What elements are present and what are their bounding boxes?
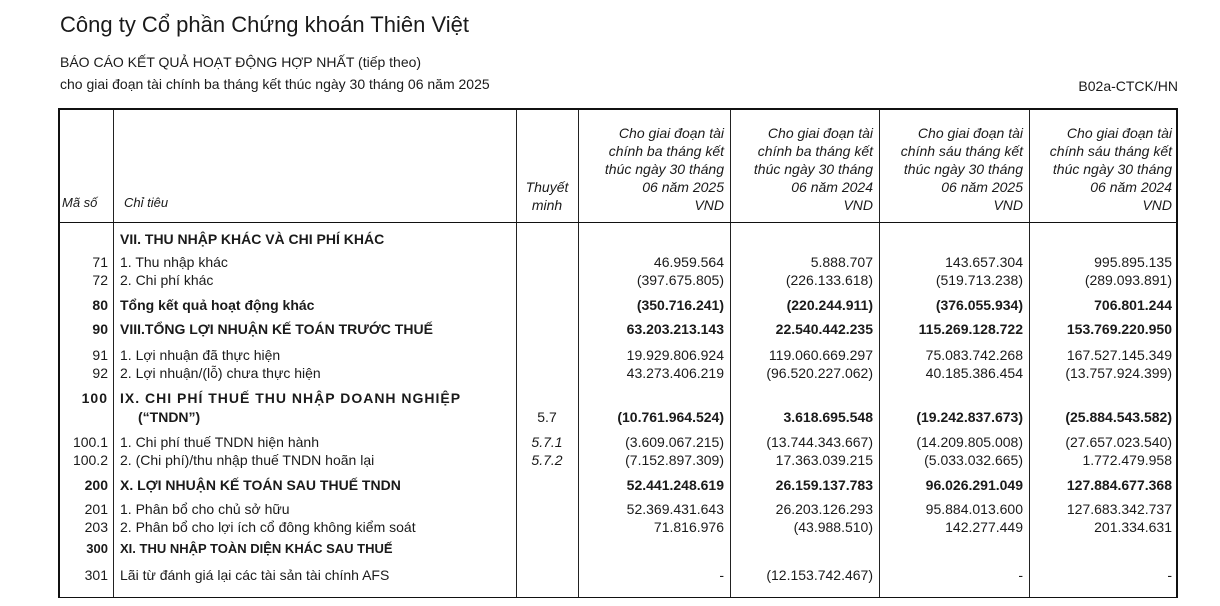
report-title: BÁO CÁO KẾT QUẢ HOẠT ĐỘNG HỢP NHẤT (tiếp theo)	[60, 54, 422, 70]
table-row: 301 Lãi từ đánh giá lại các tài sản tài chính AFS - (12.153.742.467) - -	[84, 567, 1172, 583]
form-code: B02a-CTCK/HN	[1078, 78, 1178, 94]
header-item: Chỉ tiêu	[124, 195, 169, 210]
table-row: 203 2. Phân bổ cho lợi ích cổ đông không kiểm soát 71.816.976 (43.988.510) 142.277.449 201.334.631	[84, 519, 1172, 535]
report-period: cho giai đoạn tài chính ba tháng kết thúc ngày 30 tháng 06 năm 2025	[60, 76, 490, 92]
table-row: 92 2. Lợi nhuận/(lỗ) chưa thực hiện 43.273.406.219 (96.520.227.062) 40.185.386.454 (13.757.924.399)	[92, 365, 1172, 381]
table-row: 72 2. Chi phí khác (397.675.805) (226.133.618) (519.713.238) (289.093.891)	[92, 272, 1172, 288]
income-statement-table	[58, 108, 1178, 598]
table-row: VII. THU NHẬP KHÁC VÀ CHI PHÍ KHÁC	[120, 231, 385, 247]
header-h1-2025: Cho giai đoạn tài chính sáu tháng kết thúc ngày 30 tháng 06 năm 2025 VND	[900, 125, 1023, 213]
table-row: 200 X. LỢI NHUẬN KẾ TOÁN SAU THUẾ TNDN 52.441.248.619 26.159.137.783 96.026.291.049 127.884.677.368	[84, 477, 1172, 493]
table-row: 201 1. Phân bổ cho chủ sở hữu 52.369.431.643 26.203.126.293 95.884.013.600 127.683.342.737	[84, 501, 1172, 517]
header-code: Mã số	[62, 195, 98, 210]
table-row: 100.1 1. Chi phí thuế TNDN hiện hành 5.7.1 (3.609.067.215) (13.744.343.667) (14.209.805.008) (27.657.023.540)	[72, 434, 1172, 450]
header-h1-2024: Cho giai đoạn tài chính sáu tháng kết thúc ngày 30 tháng 06 năm 2024 VND	[1049, 125, 1172, 213]
table-row: 100 IX. CHI PHÍ THUẾ THU NHẬP DOANH NGHIỆP	[81, 390, 462, 406]
table-row: 71 1. Thu nhập khác 46.959.564 5.888.707 143.657.304 995.895.135	[92, 254, 1172, 270]
header-q2-2025: Cho giai đoạn tài chính ba tháng kết thúc ngày 30 tháng 06 năm 2025 VND	[604, 125, 724, 213]
table-row: 100.2 2. (Chi phí)/thu nhập thuế TNDN hoãn lại 5.7.2 (7.152.897.309) 17.363.039.215 (5.033.032.665) 1.772.479.958	[72, 452, 1172, 468]
table-row: (“TNDN”) 5.7 (10.761.964.524) 3.618.695.548 (19.242.837.673) (25.884.543.582)	[138, 409, 1172, 425]
header-divider	[60, 222, 1176, 223]
table-row: 300 XI. THU NHẬP TOÀN DIỆN KHÁC SAU THUẾ	[86, 541, 393, 556]
header-q2-2024: Cho giai đoạn tài chính ba tháng kết thúc ngày 30 tháng 06 năm 2024 VND	[753, 125, 873, 213]
header-note: Thuyết minh	[525, 179, 569, 213]
company-name: Công ty Cổ phần Chứng khoán Thiên Việt	[60, 12, 469, 37]
table-row: 91 1. Lợi nhuận đã thực hiện 19.929.806.924 119.060.669.297 75.083.742.268 167.527.145.349	[92, 347, 1172, 363]
table-row: 90 VIII.TỔNG LỢI NHUẬN KẾ TOÁN TRƯỚC THUẾ 63.203.213.143 22.540.442.235 115.269.128.722 153.769.220.950	[92, 321, 1172, 337]
table-row: 80 Tổng kết quả hoạt động khác (350.716.241) (220.244.911) (376.055.934) 706.801.244	[92, 297, 1172, 313]
